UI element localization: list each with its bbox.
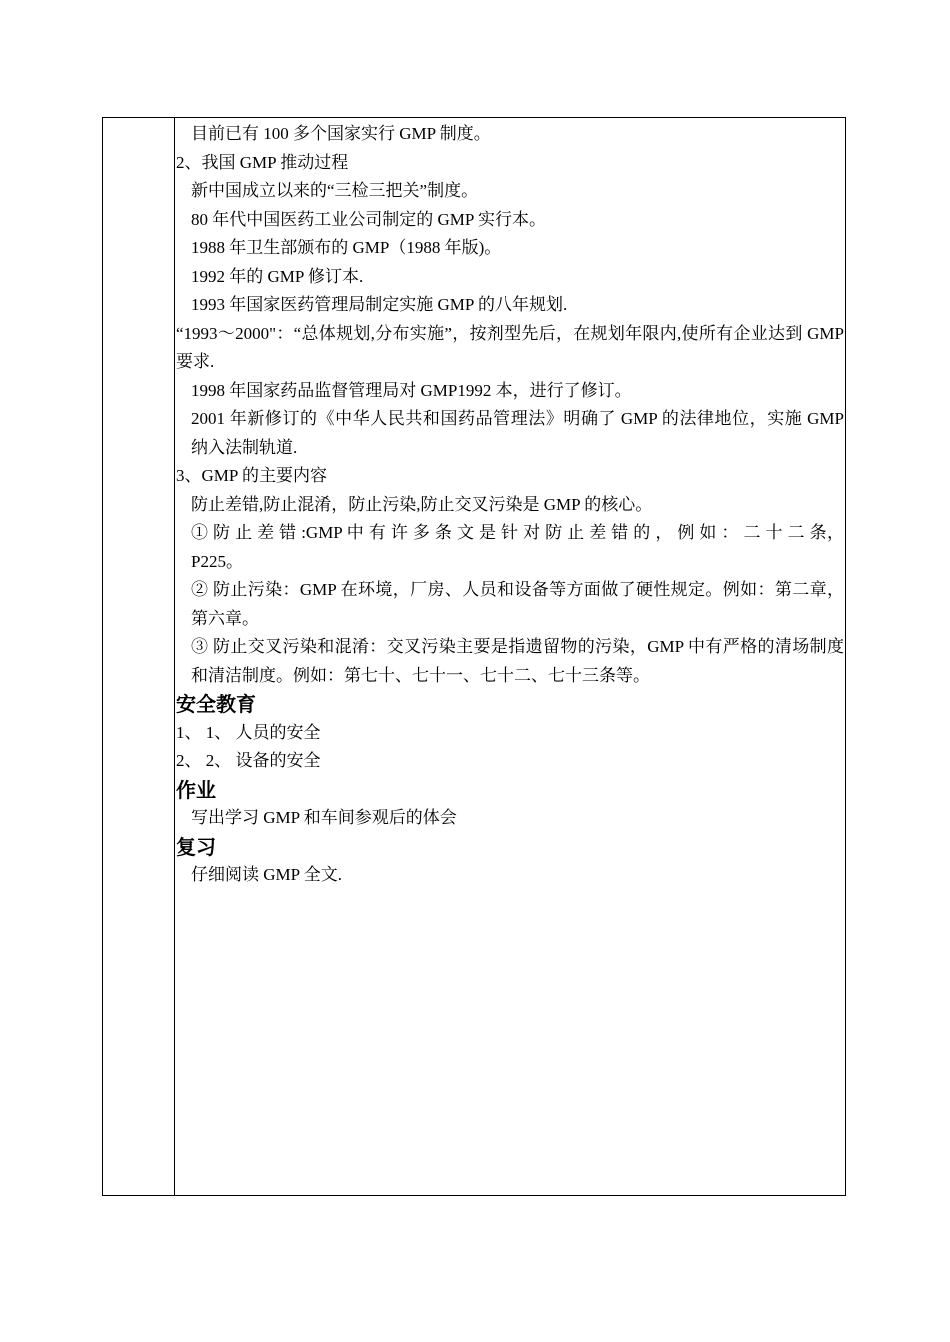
text-paragraph: 2001 年新修订的《中华人民共和国药品管理法》明确了 GMP 的法律地位，实施 GMP 纳入法制轨道. (191, 409, 844, 457)
text-line: 1993 年国家医药管理局制定实施 GMP 的八年规划. (191, 295, 568, 314)
section-title: 2、我国 GMP 推动过程 (176, 152, 349, 172)
text-line: 新中国成立以来的“三检三把关”制度。 (191, 181, 479, 200)
review-heading: 复习 (176, 834, 216, 859)
review-text: 仔细阅读 GMP 全文. (191, 865, 342, 884)
text-line: 目前已有 100 多个国家实行 GMP 制度。 (191, 124, 491, 143)
text-paragraph: ② 防止污染：GMP 在环境，厂房、人员和设备等方面做了硬性规定。例如：第二章，第六章。 (191, 580, 844, 628)
safety-heading: 安全教育 (176, 692, 256, 716)
lesson-table (102, 117, 846, 1196)
text-paragraph: ③ 防止交叉污染和混淆：交叉污染主要是指遗留物的污染，GMP 中有严格的清场制度和清洁制度。例如：第七十、七十一、七十二、七十三条等。 (191, 637, 844, 685)
safety-item: 1、 1、 人员的安全 (176, 722, 321, 742)
text-line: 1998 年国家药品监督管理局对 GMP1992 本，进行了修订。 (191, 380, 632, 400)
text-line: 防止差错,防止混淆，防止污染,防止交叉污染是 GMP 的核心。 (191, 494, 653, 514)
safety-item: 2、 2、 设备的安全 (176, 751, 321, 770)
homework-text: 写出学习 GMP 和车间参观后的体会 (191, 808, 457, 827)
text-paragraph: “1993～2000"：“总体规划,分布实施”，按剂型先后，在规划年限内,使所有企业达到 GMP 要求. (176, 323, 844, 371)
content-cell (176, 118, 845, 890)
text-line: 1992 年的 GMP 修订本. (191, 266, 364, 286)
left-column-cell (103, 118, 175, 1195)
text-line: 1988 年卫生部颁布的 GMP（1988 年版)。 (191, 238, 502, 257)
section-title: 3、GMP 的主要内容 (176, 466, 327, 485)
homework-heading: 作业 (176, 777, 216, 802)
text-paragraph: ① 防 止 差 错 :GMP 中 有 许 多 条 文 是 针 对 防 止 差 错 的 ， 例 如 ： 二 十 二 条，P225。 (191, 523, 844, 571)
text-line: 80 年代中国医药工业公司制定的 GMP 实行本。 (191, 209, 546, 229)
